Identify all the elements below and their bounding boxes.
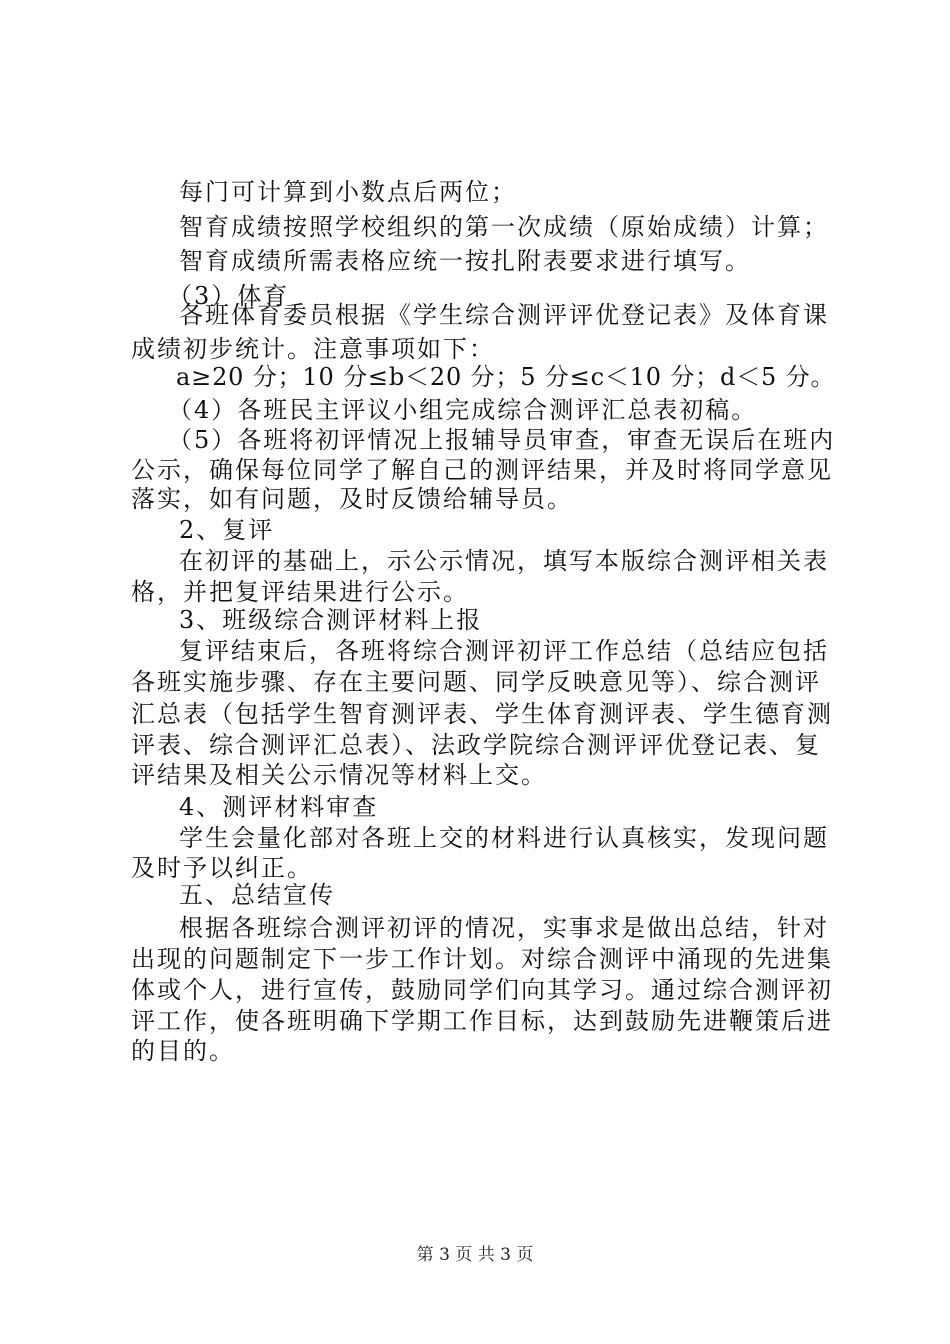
text-line: 评工作，使各班明确下学期工作目标，达到鼓励先进鞭策后进 (131, 1007, 833, 1035)
text-line: 成绩初步统计。注意事项如下： (131, 335, 495, 363)
section-heading: 2、复评 (179, 516, 275, 544)
page-footer: 第 3 页 共 3 页 (416, 1245, 534, 1265)
section-heading: 五、总结宣传 (179, 881, 335, 909)
text-line: 各班体育委员根据《学生综合测评评优登记表》及体育课 (179, 301, 829, 329)
text-line: （5）各班将初评情况上报辅导员审查，审查无误后在班内 (168, 426, 836, 454)
text-line: 体或个人，进行宣传，鼓励同学们向其学习。通过综合测评初 (131, 976, 833, 1004)
text-line: 的目的。 (131, 1037, 235, 1065)
text-line: 评结果及相关公示情况等材料上交。 (131, 761, 547, 789)
text-line: 汇总表（包括学生智育测评表、学生体育测评表、学生德育测 (131, 700, 833, 728)
text-line: 学生会量化部对各班上交的材料进行认真核实，发现问题 (179, 824, 829, 852)
text-line: 评表、综合测评汇总表）、法政学院综合测评评优登记表、复 (131, 731, 821, 759)
text-line: 格，并把复评结果进行公示。 (131, 578, 469, 606)
text-line: 公示，确保每位同学了解自己的测评结果，并及时将同学意见 (131, 456, 833, 484)
text-line: 每门可计算到小数点后两位； (179, 178, 517, 206)
text-line: （4）各班民主评议小组完成综合测评汇总表初稿。 (168, 396, 758, 424)
text-line: 智育成绩所需表格应统一按扎附表要求进行填写。 (179, 247, 751, 275)
text-line: 落实，如有问题，及时反馈给辅导员。 (131, 485, 573, 513)
text-line: 各班实施步骤、存在主要问题、同学反映意见等）、综合测评 (131, 668, 821, 696)
text-line: 复评结束后，各班将综合测评初评工作总结（总结应包括 (179, 637, 829, 665)
text-line: 智育成绩按照学校组织的第一次成绩（原始成绩）计算； (179, 213, 829, 241)
text-line: 及时予以纠正。 (131, 854, 313, 882)
text-line: 在初评的基础上，示公示情况，填写本版综合测评相关表 (179, 547, 829, 575)
section-heading: 4、测评材料审查 (179, 793, 379, 821)
section-heading: （3）体育 (168, 282, 290, 310)
section-heading: 3、班级综合测评材料上报 (179, 606, 483, 634)
text-line: a≥20 分；10 分≤b＜20 分；5 分≤c＜10 分；d＜5 分。 (176, 363, 836, 391)
text-line: 根据各班综合测评初评的情况，实事求是做出总结，针对 (179, 914, 829, 942)
text-line: 出现的问题制定下一步工作计划。对综合测评中涌现的先进集 (131, 945, 833, 973)
